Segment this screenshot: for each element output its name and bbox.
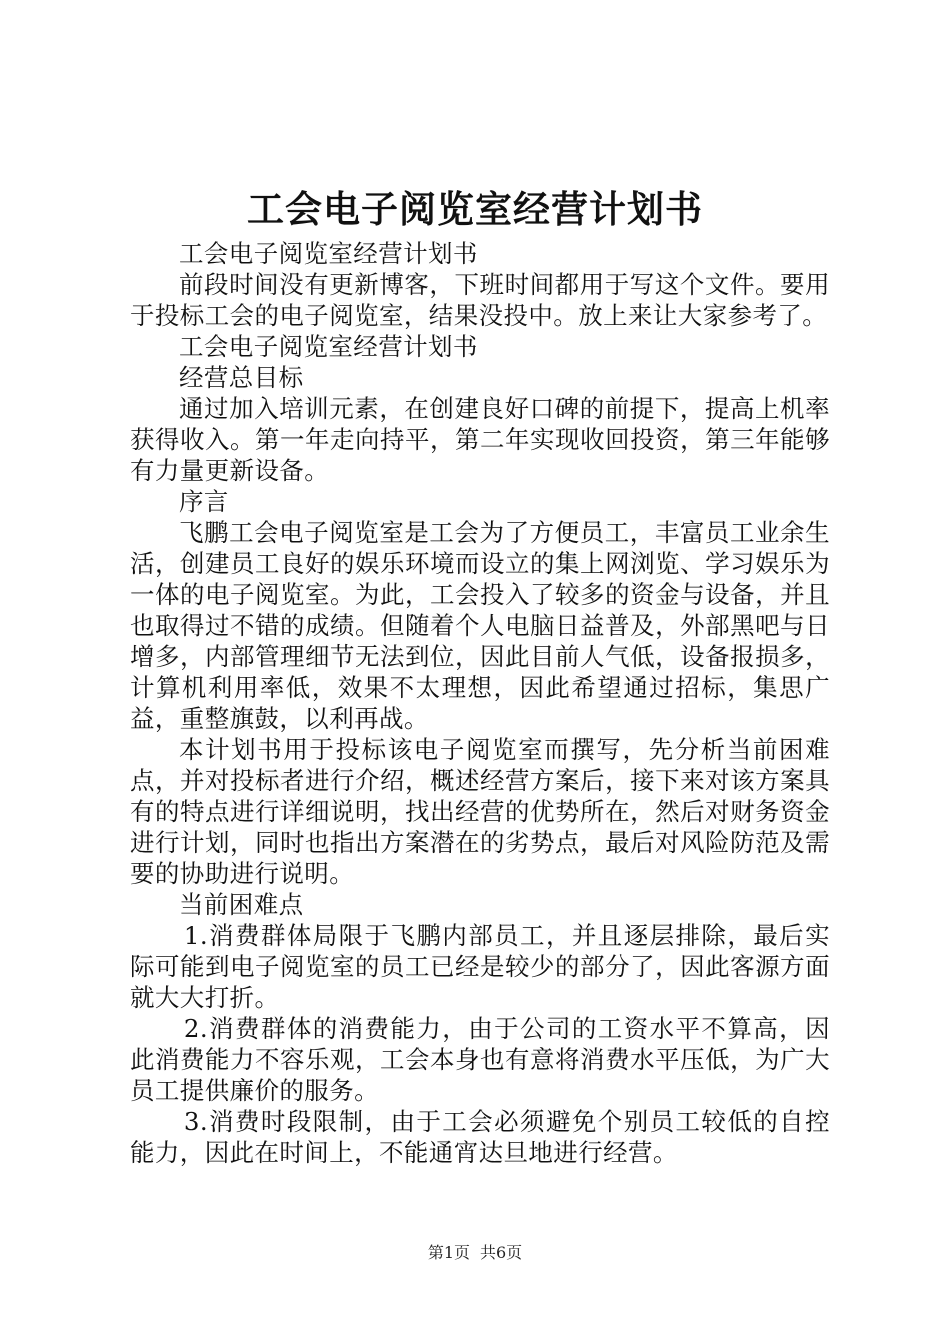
page-footer xyxy=(0,1242,950,1264)
section-heading-preface: 序言 xyxy=(179,487,229,516)
section-heading-goal: 经营总目标 xyxy=(179,363,304,392)
repeat-title-paragraph: 工会电子阅览室经营计划书 xyxy=(179,332,478,361)
page-total: 共6页 xyxy=(480,1243,523,1262)
intro-paragraph: 前段时间没有更新博客，下班时间都用于写这个文件。要用于投标工会的电子阅览室，结果没投中。放上来让大家参考了。 xyxy=(130,270,830,330)
difficulty-item-3: 3.消费时段限制，由于工会必须避免个别员工较低的自控能力，因此在时间上，不能通宵达旦地进行经营。 xyxy=(130,1107,830,1167)
page-number: 第1页 xyxy=(427,1243,470,1262)
preface-paragraph: 飞鹏工会电子阅览室是工会为了方便员工，丰富员工业余生活，创建员工良好的娱乐环境而设立的集上网浏览、学习娱乐为一体的电子阅览室。为此，工会投入了较多的资金与设备，并且也取得过不错的成绩。但随着个人电脑日益普及，外部黑吧与日增多，内部管理细节无法到位，因此目前人气低，设备报损多，计算机利用率低，效果不太理想，因此希望通过招标，集思广益，重整旗鼓，以利再战。 xyxy=(130,518,830,733)
document-title: 工会电子阅览室经营计划书 xyxy=(247,187,703,231)
goal-paragraph: 通过加入培训元素，在创建良好口碑的前提下，提高上机率获得收入。第一年走向持平，第二年实现收回投资，第三年能够有力量更新设备。 xyxy=(130,394,830,485)
subtitle-paragraph: 工会电子阅览室经营计划书 xyxy=(179,239,478,268)
document-body xyxy=(130,238,830,1168)
purpose-paragraph: 本计划书用于投标该电子阅览室而撰写，先分析当前困难点，并对投标者进行介绍，概述经营方案后，接下来对该方案具有的特点进行详细说明，找出经营的优势所在，然后对财务资金进行计划，同时也指出方案潜在的劣势点，最后对风险防范及需要的协助进行说明。 xyxy=(130,735,830,888)
section-heading-difficulties: 当前困难点 xyxy=(179,890,304,919)
difficulty-item-2: 2.消费群体的消费能力，由于公司的工资水平不算高，因此消费能力不容乐观，工会本身也有意将消费水平压低，为广大员工提供廉价的服务。 xyxy=(130,1014,830,1105)
difficulty-item-1: 1.消费群体局限于飞鹏内部员工，并且逐层排除，最后实际可能到电子阅览室的员工已经是较少的部分了，因此客源方面就大大打折。 xyxy=(130,921,830,1012)
